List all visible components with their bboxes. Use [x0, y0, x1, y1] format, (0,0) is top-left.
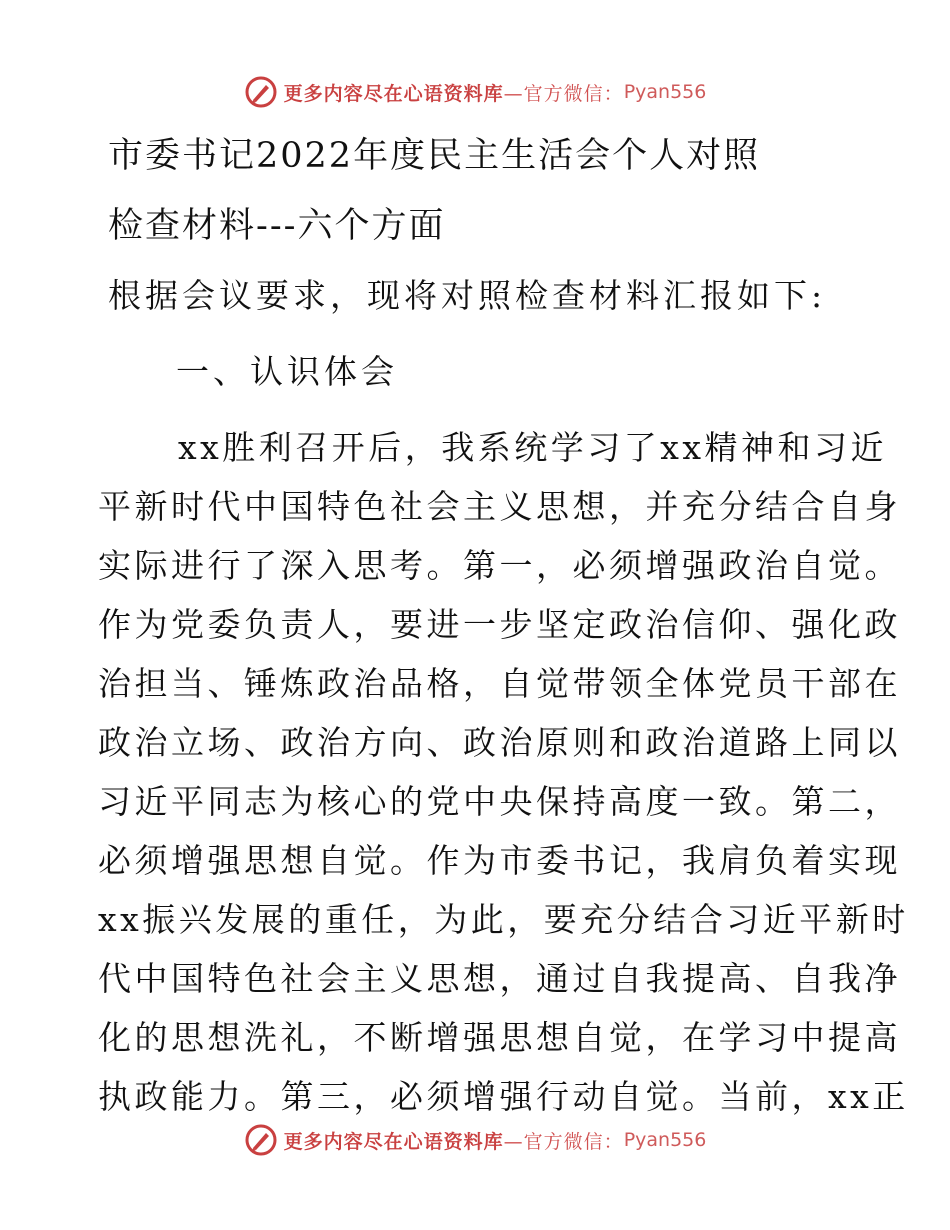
document-title-line-1: 市委书记2022年度民主生活会个人对照	[108, 136, 761, 176]
body-line: 作为党委负责人，要进一步坚定政治信仰、强化政	[98, 605, 901, 644]
watermark-sub-text: —官方微信：	[503, 82, 624, 105]
pen-logo-icon	[244, 1123, 278, 1157]
body-line: xx胜利召开后，我系统学习了xx精神和习近	[178, 428, 887, 467]
watermark-footer	[0, 1120, 950, 1160]
watermark-header	[0, 72, 950, 112]
watermark-handle: Pyan556	[623, 81, 707, 103]
watermark-handle: Pyan556	[623, 1129, 707, 1151]
document-title-line-2: 检查材料---六个方面	[108, 206, 446, 246]
body-paragraph	[98, 418, 909, 1126]
body-line: 平新时代中国特色社会主义思想，并充分结合自身	[98, 487, 901, 526]
intro-paragraph: 根据会议要求，现将对照检查材料汇报如下:	[108, 276, 827, 315]
watermark-sub-text: —官方微信：	[503, 1130, 624, 1153]
body-line: 执政能力。第三，必须增强行动自觉。当前，xx正	[98, 1077, 909, 1116]
watermark-main-text: 更多内容尽在心语资料库	[283, 1130, 504, 1153]
body-line: 代中国特色社会主义思想，通过自我提高、自我净	[98, 959, 901, 998]
body-line: 化的思想洗礼，不断增强思想自觉，在学习中提高	[98, 1018, 901, 1057]
body-line: 习近平同志为核心的党中央保持高度一致。第二，	[98, 782, 901, 821]
section-heading-1: 一、认识体会	[176, 352, 398, 391]
body-line: xx振兴发展的重任，为此，要充分结合习近平新时	[98, 900, 909, 939]
watermark-main-text: 更多内容尽在心语资料库	[283, 82, 504, 105]
body-line: 必须增强思想自觉。作为市委书记，我肩负着实现	[98, 841, 901, 880]
pen-logo-icon	[244, 75, 278, 109]
body-line: 实际进行了深入思考。第一，必须增强政治自觉。	[98, 546, 901, 585]
body-line: 治担当、锤炼政治品格，自觉带领全体党员干部在	[98, 664, 901, 703]
body-line: 政治立场、政治方向、政治原则和政治道路上同以	[98, 723, 901, 762]
